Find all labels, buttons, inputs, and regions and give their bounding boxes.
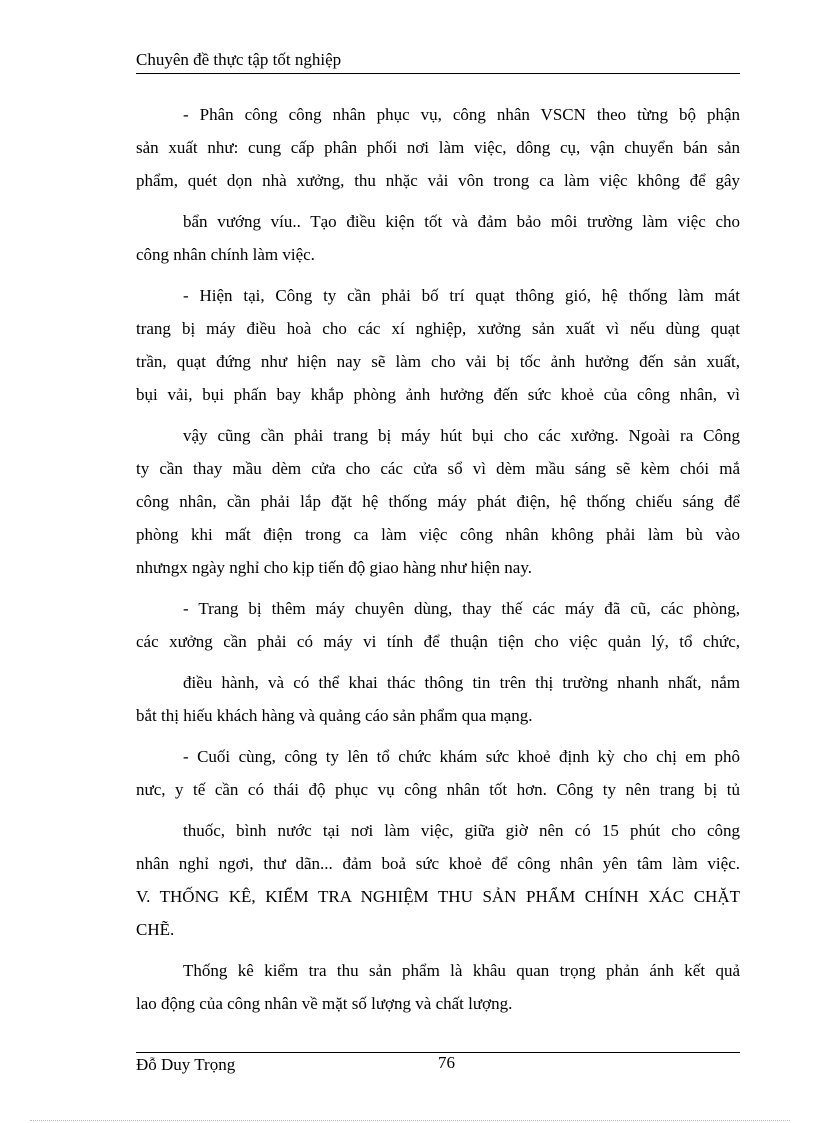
text-line: - Phân công công nhân phục vụ, công nhân VSCN theo từng bộ phận [183,105,740,124]
text-line: Thống kê kiểm tra thu sản phẩm là khâu quan trọng phản ánh kết quả [183,961,740,980]
footer-author: Đỗ Duy Trọng [136,1055,236,1074]
text-line: công nhân chính làm việc. [136,245,315,264]
text-line: lao động của công nhân về mặt số lượng và chất lượng. [136,994,513,1013]
text-line: bắt thị hiếu khách hàng và quảng cáo sản phẩm qua mạng. [136,706,533,725]
text-line: nưc, y tế cần có thái độ phục vụ công nhân tốt hơn. Công ty nên trang bị tủ [136,780,740,799]
body-text [136,98,740,1020]
section-heading: V. THỐNG KÊ, KIỂM TRA NGHIỆM THU SẢN PHẨM CHÍNH XÁC CHẶT [136,887,740,906]
page-edge-divider [30,1120,790,1121]
text-line: nhân nghỉ ngơi, thư dãn... đảm boả sức khoẻ để công nhân yên tâm làm việc. [136,854,740,873]
text-line: - Hiện tại, Công ty cần phải bố trí quạt thông gió, hệ thống làm mát [183,286,740,305]
text-line: trang bị máy điều hoà cho các xí nghiệp, xưởng sản xuất vì nếu dùng quạt [136,319,740,338]
text-line: bẩn vướng víu.. Tạo điều kiện tốt và đảm bảo môi trường làm việc cho [183,212,740,231]
running-header: Chuyên đề thực tập tốt nghiệp [136,49,740,74]
page-number: 76 [438,1053,455,1072]
text-line: phẩm, quét dọn nhà xưởng, thu nhặc vải vôn trong ca làm việc không để gây [136,171,740,190]
text-line: bụi vải, bụi phấn bay khắp phòng ảnh hưởng đến sức khoẻ của công nhân, vì [136,385,740,404]
text-line: thuốc, bình nước tại nơi làm việc, giữa giờ nên có 15 phút cho công [183,821,740,840]
text-line: trần, quạt đứng như hiện nay sẽ làm cho vải bị tốc ảnh hưởng đến sản xuất, [136,352,740,371]
text-line: vậy cũng cần phải trang bị máy hút bụi cho các xưởng. Ngoài ra Công [183,426,740,445]
section-heading-cont: CHẼ. [136,920,175,939]
text-line: điều hành, và có thể khai thác thông tin trên thị trường nhanh nhất, nắm [183,673,740,692]
text-line: các xưởng cần phải có máy vi tính để thuận tiện cho việc quản lý, tổ chức, [136,632,740,651]
text-line: ty cần thay mầu dèm cửa cho các cửa sổ vì dèm mầu sáng sẽ kèm chói mắ [136,459,740,478]
text-line: nhưngx ngày nghỉ cho kịp tiến độ giao hàng như hiện nay. [136,558,532,577]
text-line: phòng khi mất điện trong ca làm việc công nhân không phải làm bù vào [136,525,740,544]
text-line: sản xuất như: cung cấp phân phối nơi làm việc, dông cụ, vận chuyển bán sản [136,138,740,157]
text-line: - Trang bị thêm máy chuyên dùng, thay thế các máy đã cũ, các phòng, [183,599,740,618]
text-line: - Cuối cùng, công ty lên tổ chức khám sức khoẻ định kỳ cho chị em phô [183,747,740,766]
text-line: công nhân, cần phải lắp đặt hệ thống máy phát điện, hệ thống chiếu sáng để [136,492,740,511]
